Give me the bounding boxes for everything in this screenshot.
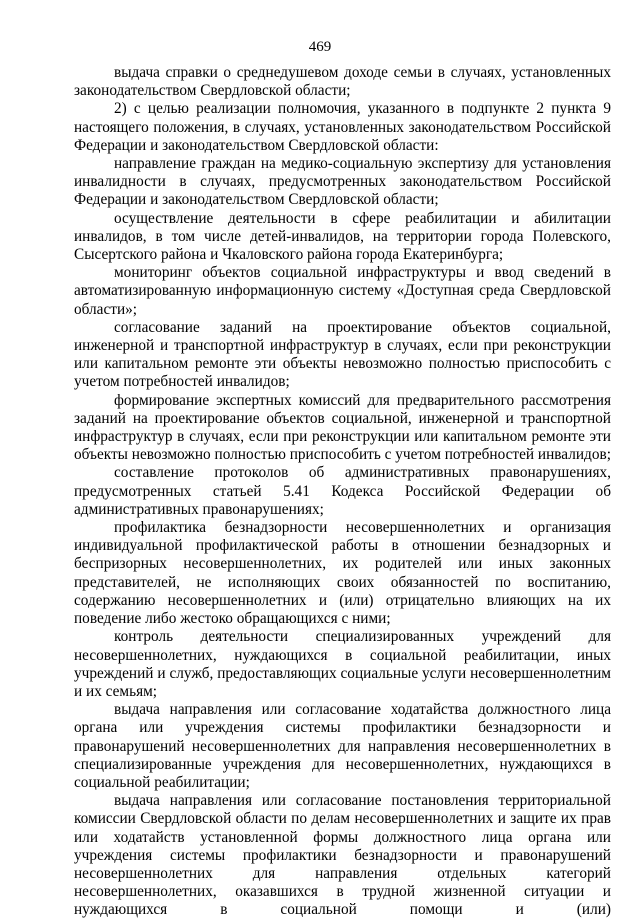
paragraph-neglect-prevention: профилактика безнадзорности несовершеннолетних и организация индивидуальной профилактической работы в отношении безнадзорных и беспризорных несовершеннолетних, их родителей или иных законных представителей, не исполняющих своих обязанностей по воспитанию, содержанию несовершеннолетних и (или) отрицательно влияющих на их поведение либо жестоко обращающихся с ними; xyxy=(74,519,611,628)
paragraph-institution-control: контроль деятельности специализированных учреждений для несовершеннолетних, нуждающихся в социальной реабилитации, иных учреждений и служб, предоставляющих социальные услуги несовершеннолетним и их семьям; xyxy=(74,628,611,700)
paragraph-design-approval: согласование заданий на проектирование объектов социальной, инженерной и транспортной инфраструктур в случаях, если при реконструкции или капитальном ремонте эти объекты невозможно полностью приспособить с учетом потребностей инвалидов; xyxy=(74,318,611,391)
paragraph-powers-item-2: 2) с целью реализации полномочия, указанного в подпункте 2 пункта 9 настоящего положения, в случаях, установленных законодательством Российской Федерации и законодательством Свердловской области: xyxy=(74,100,611,154)
paragraph-infrastructure-monitoring: мониторинг объектов социальной инфраструктуры и ввод сведений в автоматизированную информационную систему «Доступная среда Свердловской области»; xyxy=(74,264,611,318)
paragraph-referral-petition: выдача направления или согласование ходатайства должностного лица органа или учреждения системы профилактики безнадзорности и правонарушений несовершеннолетних для направления несовершеннолетних в специализированные учреждения для несовершеннолетних, нуждающихся в социальной реабилитации; xyxy=(74,701,611,791)
paragraph-expert-commissions: формирование экспертных комиссий для предварительного рассмотрения заданий на проектирование объектов социальной, инженерной и транспортной инфраструктур в случаях, если при реконструкции или капитальном ремонте эти объекты невозможно полностью приспособить с учетом потребностей инвалидов; xyxy=(74,391,611,464)
paragraph-medical-expertise: направление граждан на медико-социальную экспертизу для установления инвалидности в случаях, предусмотренных законодательством Российской Федерации и законодательством Свердловской области; xyxy=(74,155,611,209)
paragraph-commission-referral: выдача направления или согласование постановления территориальной комиссии Свердловской области по делам несовершеннолетних и защите их прав или ходатайств установленной формы должностного лица органа или учреждения системы профилактики безнадзорности и правонарушений несовершеннолетних для направления отдельных категорий несовершеннолетних, оказавшихся в трудной жизненной ситуации и нуждающихся в социальной помощи и (или) xyxy=(74,792,611,919)
paragraph-income-certificate: выдача справки о среднедушевом доходе семьи в случаях, установленных законодательством Свердловской области; xyxy=(74,64,611,100)
document-body xyxy=(74,64,611,920)
paragraph-administrative-protocols: составление протоколов об административных правонарушениях, предусмотренных статьей 5.41 Кодекса Российской Федерации об административных правонарушениях; xyxy=(74,464,611,518)
page-number: 469 xyxy=(308,39,332,55)
paragraph-rehabilitation: осуществление деятельности в сфере реабилитации и абилитации инвалидов, в том числе детей-инвалидов, на территории города Полевского, Сысертского района и Чкаловского района города Екатеринбурга; xyxy=(74,209,611,264)
